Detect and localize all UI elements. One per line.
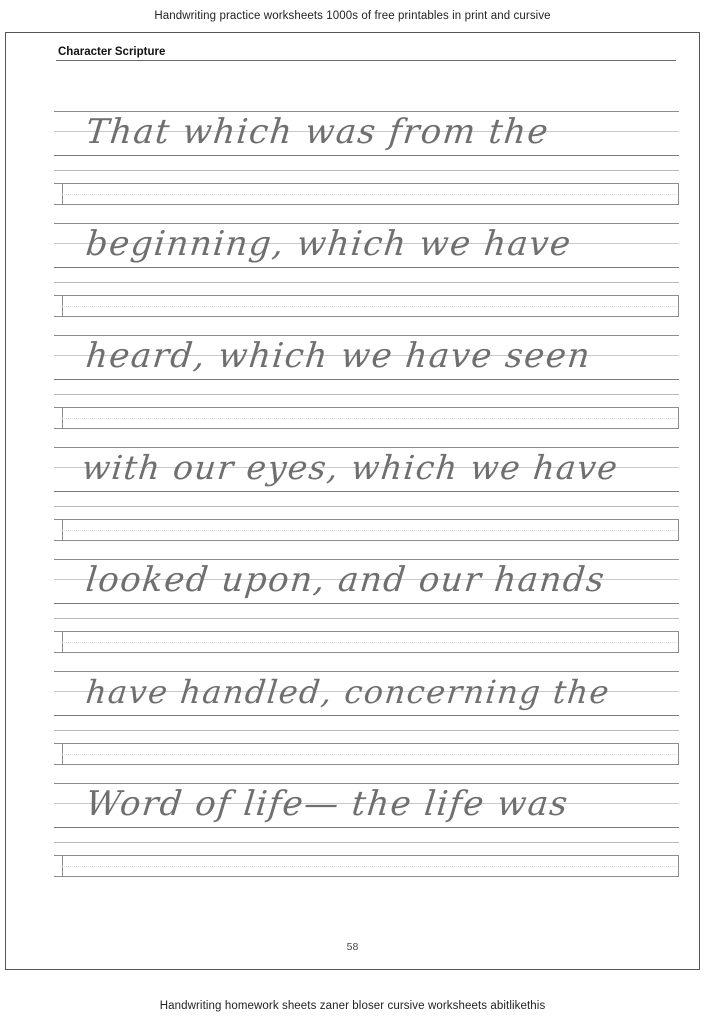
staff-line-descender <box>54 394 679 395</box>
row-dotted-midline <box>62 642 679 643</box>
practice-block <box>54 783 679 877</box>
staff-row <box>54 111 679 171</box>
staff-row <box>54 447 679 507</box>
row-dotted-midline <box>62 194 679 195</box>
cursive-model-text: Word of life— the life was <box>83 784 571 824</box>
worksheet-title: Character Scripture <box>58 46 166 58</box>
practice-writing-row[interactable] <box>54 855 679 877</box>
practice-block <box>54 223 679 317</box>
row-right-cap <box>678 408 679 428</box>
row-right-cap <box>678 296 679 316</box>
row-right-cap <box>678 184 679 204</box>
top-caption: Handwriting practice worksheets 1000s of free printables in print and cursive <box>154 10 551 22</box>
practice-writing-row[interactable] <box>54 631 679 653</box>
practice-writing-row[interactable] <box>54 295 679 317</box>
staff-row <box>54 559 679 619</box>
practice-writing-row[interactable] <box>54 183 679 205</box>
practice-block <box>54 671 679 765</box>
worksheet-sheet <box>5 32 700 970</box>
row-dotted-midline <box>62 530 679 531</box>
practice-writing-row[interactable] <box>54 743 679 765</box>
cursive-model-text: have handled, concerning the <box>84 673 613 711</box>
staff-line-descender <box>54 282 679 283</box>
staff-line-descender <box>54 170 679 171</box>
row-dotted-midline <box>62 866 679 867</box>
staff-line-descender <box>54 618 679 619</box>
header-rule <box>56 60 676 61</box>
staff-row <box>54 671 679 731</box>
staff-row <box>54 335 679 395</box>
row-right-cap <box>678 632 679 652</box>
row-right-cap <box>678 520 679 540</box>
row-dotted-midline <box>62 306 679 307</box>
cursive-model-text: That which was from the <box>83 112 552 152</box>
staff-row <box>54 223 679 283</box>
row-dotted-midline <box>62 754 679 755</box>
row-right-cap <box>678 744 679 764</box>
cursive-model-text: with our eyes, which we have <box>80 448 621 487</box>
staff-line-descender <box>54 506 679 507</box>
practice-writing-row[interactable] <box>54 519 679 541</box>
worksheet-header <box>56 45 676 61</box>
cursive-model-text: heard, which we have seen <box>83 336 594 376</box>
staff-row <box>54 783 679 843</box>
staff-line-descender <box>54 842 679 843</box>
cursive-model-text: beginning, which we have <box>83 224 574 264</box>
staff-line-descender <box>54 730 679 731</box>
practice-writing-row[interactable] <box>54 407 679 429</box>
practice-block <box>54 559 679 653</box>
practice-block <box>54 447 679 541</box>
practice-block <box>54 335 679 429</box>
practice-block <box>54 111 679 205</box>
row-dotted-midline <box>62 418 679 419</box>
cursive-model-text: looked upon, and our hands <box>83 560 608 600</box>
bottom-caption: Handwriting homework sheets zaner bloser cursive worksheets abitlikethis <box>159 1000 546 1012</box>
row-right-cap <box>678 856 679 876</box>
page-number: 58 <box>346 941 359 953</box>
